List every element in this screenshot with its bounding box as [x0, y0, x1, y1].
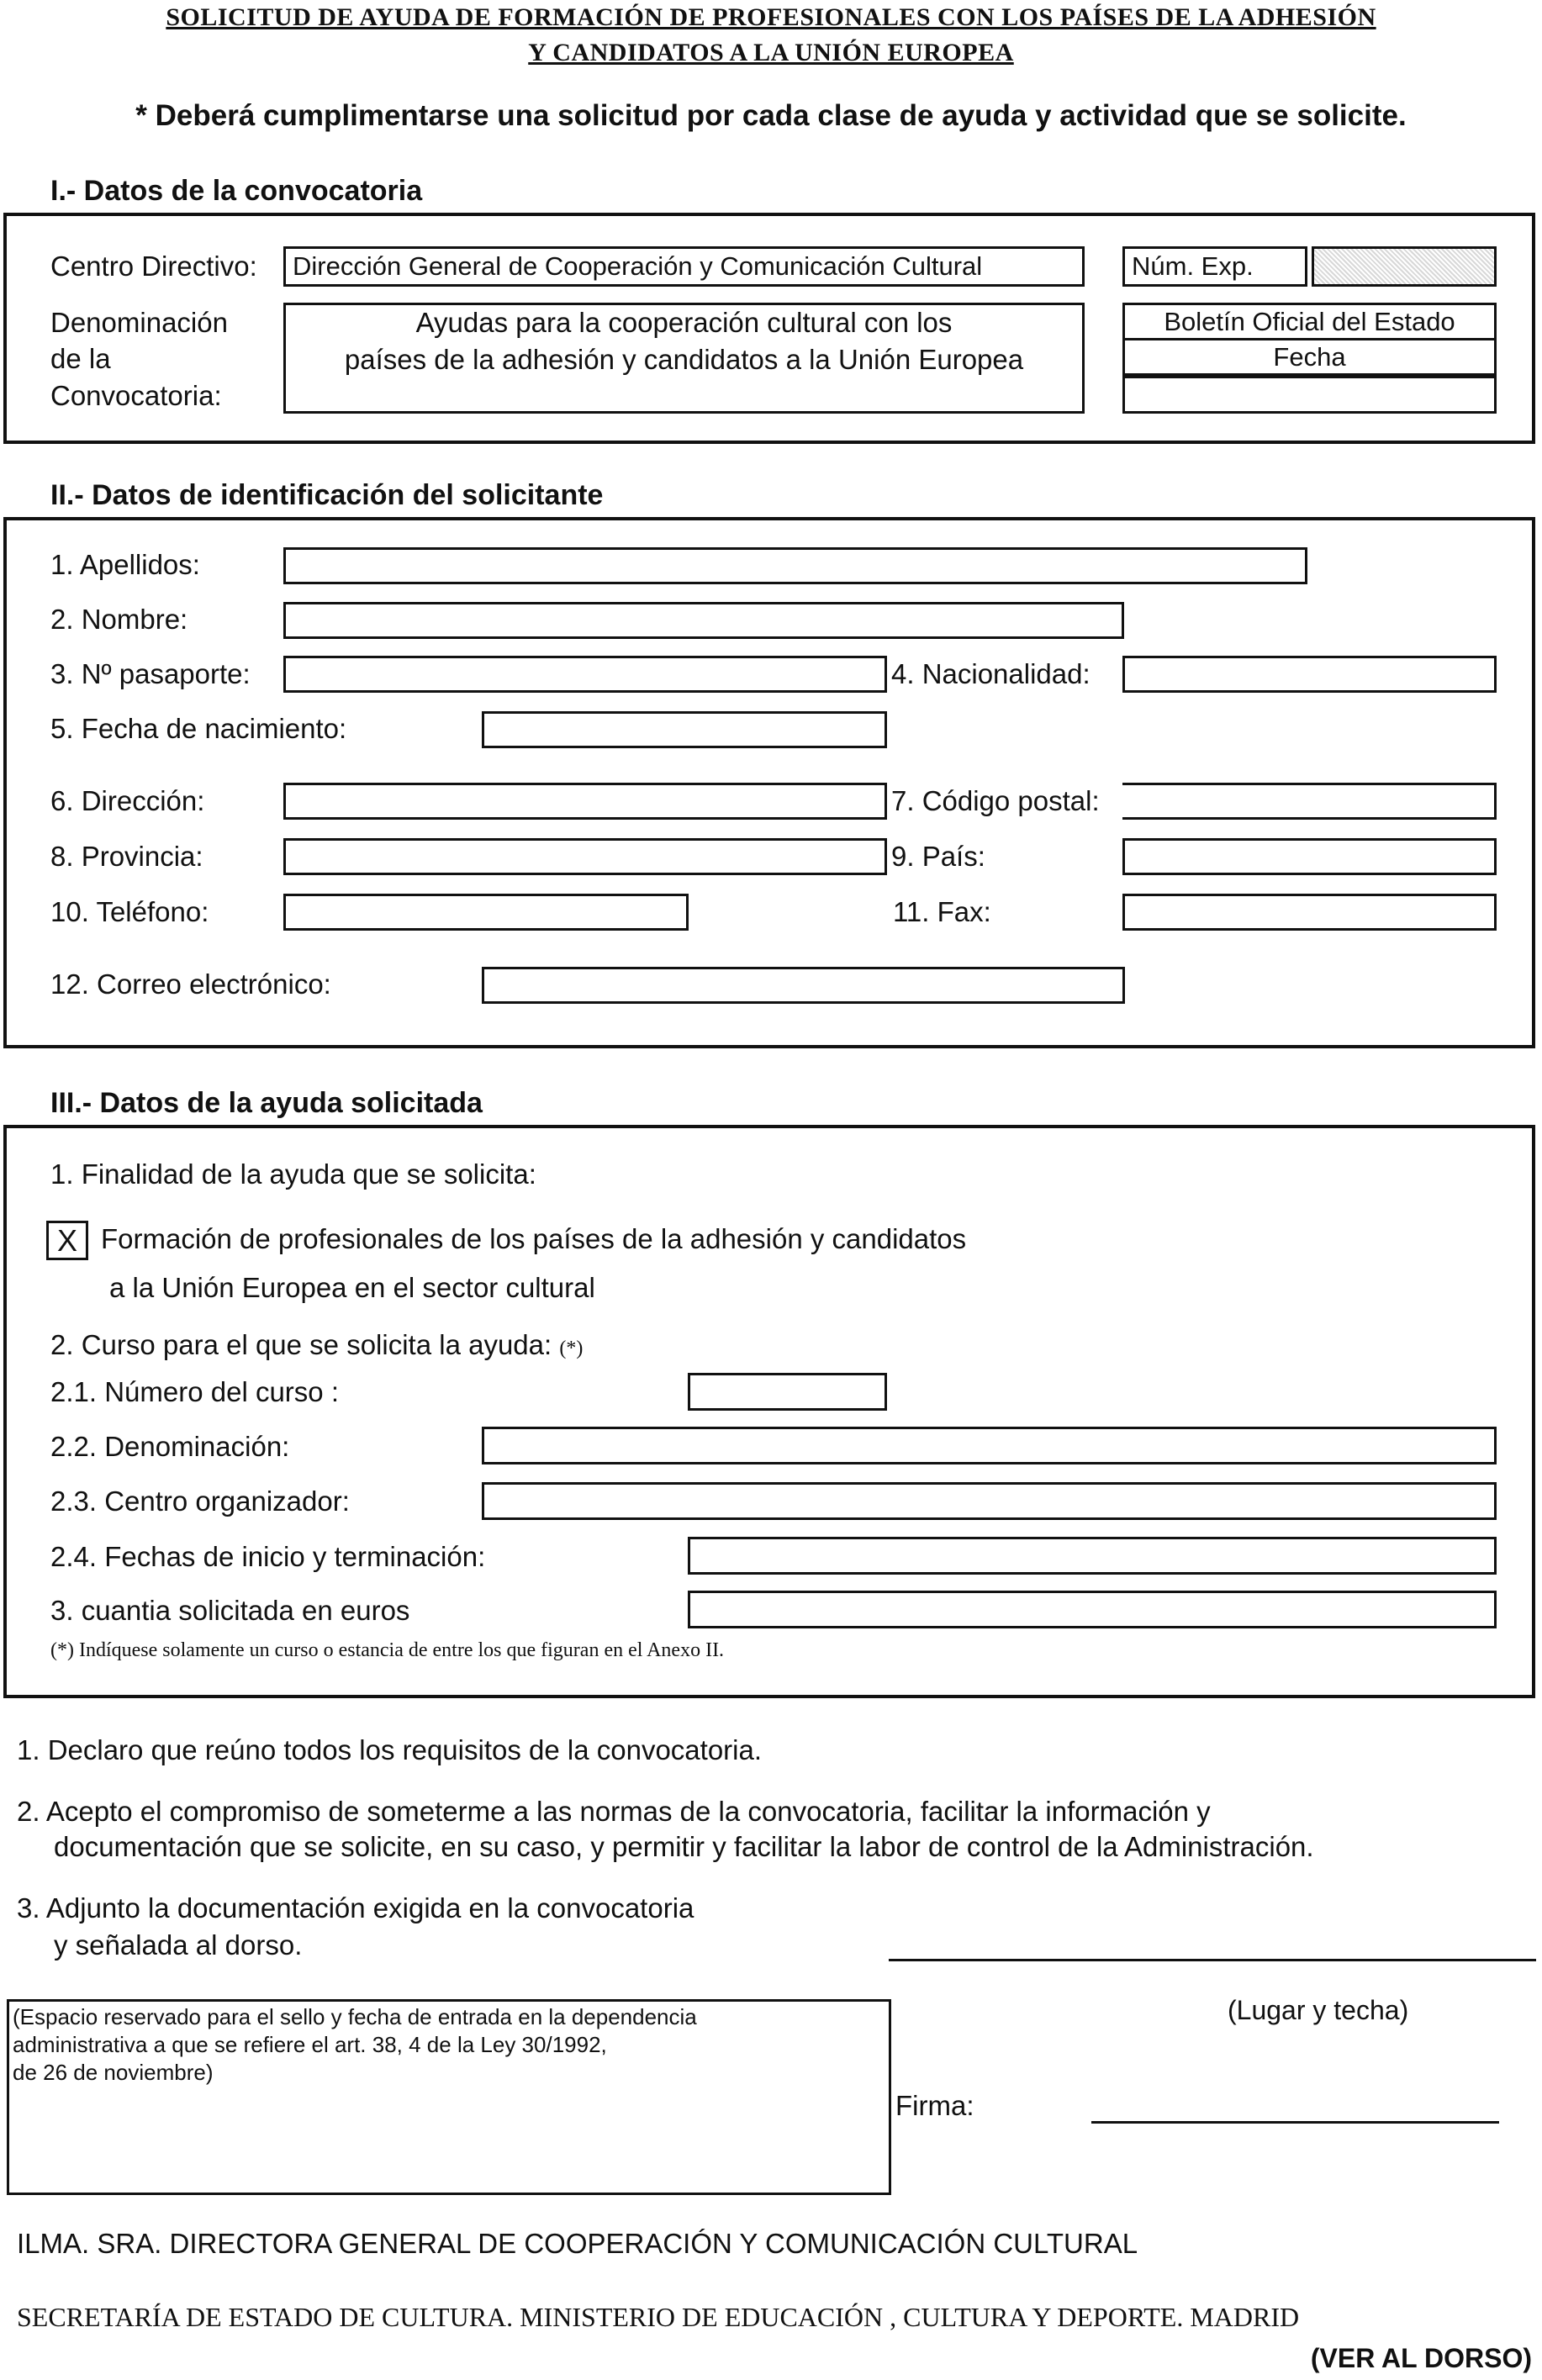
codigo-postal-label: 7. Código postal: [891, 785, 1100, 816]
boe-fecha-field[interactable] [1122, 376, 1497, 414]
addressee: ILMA. SRA. DIRECTORA GENERAL DE COOPERACIÓN Y COMUNICACIÓN CULTURAL [17, 2228, 1138, 2259]
nombre-field[interactable] [283, 602, 1124, 639]
cuantia-label: 3. cuantia solicitada en euros [50, 1595, 410, 1626]
finalidad-label: 1. Finalidad de la ayuda que se solicita: [50, 1158, 536, 1190]
provincia-field[interactable] [283, 838, 887, 875]
curso-label [50, 1329, 583, 1361]
nombre-label: 2. Nombre: [50, 604, 188, 635]
formacion-label-1: Formación de profesionales de los países de la adhesión y candidatos [101, 1223, 967, 1254]
fechas-field[interactable] [688, 1537, 1497, 1575]
centro-directivo-field[interactable]: Dirección General de Cooperación y Comunicación Cultural [283, 246, 1085, 287]
telefono-label: 10. Teléfono: [50, 896, 209, 927]
stamp-text-line2: administrativa a que se refiere el art. 38, 4 de la Ley 30/1992, [13, 2032, 607, 2057]
ministry-line: SECRETARÍA DE ESTADO DE CULTURA. MINISTERIO DE EDUCACIÓN , CULTURA Y DEPORTE. MADRID [17, 2302, 1300, 2332]
num-exp-field[interactable] [1312, 246, 1497, 287]
fecha-nacimiento-field[interactable] [482, 711, 887, 748]
centro-directivo-label: Centro Directivo: [50, 251, 257, 282]
section1-heading: I.- Datos de la convocatoria [50, 175, 423, 207]
formacion-label-2: a la Unión Europea en el sector cultural [109, 1272, 595, 1303]
declaration-2-line1: 2. Acepto el compromiso de someterme a las normas de la convocatoria, facilitar la información y [17, 1796, 1211, 1827]
fax-label: 11. Fax: [893, 896, 991, 927]
lugar-fecha-line[interactable] [889, 1959, 1536, 1961]
curso-label-text: 2. Curso para el que se solicita la ayuda: [50, 1329, 552, 1360]
firma-line[interactable] [1091, 2121, 1499, 2124]
denominacion-value-1: Ayudas para la cooperación cultural con los [415, 307, 953, 338]
declaration-3-line2: y señalada al dorso. [54, 1929, 303, 1960]
lugar-fecha-label: (Lugar y techa) [1228, 1995, 1409, 2025]
nacionalidad-label: 4. Nacionalidad: [891, 658, 1090, 689]
apellidos-field[interactable] [283, 547, 1307, 584]
direccion-field[interactable] [283, 783, 887, 820]
ver-al-dorso: (VER AL DORSO) [1310, 2343, 1532, 2373]
num-exp-label: Núm. Exp. [1122, 246, 1307, 287]
denominacion-label-1: Denominación [50, 307, 228, 338]
fecha-label: Fecha [1122, 338, 1497, 376]
denominacion-curso-field[interactable] [482, 1427, 1497, 1464]
declaration-2-line2: documentación que se solicite, en su caso, y permitir y facilitar la labor de control de la Administración. [54, 1831, 1314, 1862]
curso-footnote-mark: (*) [559, 1338, 584, 1359]
telefono-field[interactable] [283, 894, 689, 931]
stamp-box [7, 1999, 891, 2195]
curso-footnote: (*) Indíquese solamente un curso o estancia de entre los que figuran en el Anexo II. [50, 1639, 725, 1661]
firma-label: Firma: [895, 2090, 974, 2121]
codigo-postal-field[interactable] [1122, 783, 1497, 820]
form-title-line2: Y CANDIDATOS A LA UNIÓN EUROPEA [528, 39, 1014, 66]
pais-field[interactable] [1122, 838, 1497, 875]
denominacion-label-3: Convocatoria: [50, 380, 222, 411]
centro-organizador-label: 2.3. Centro organizador: [50, 1486, 350, 1517]
correo-label: 12. Correo electrónico: [50, 968, 331, 1000]
fecha-nacimiento-label: 5. Fecha de nacimiento: [50, 713, 347, 744]
fax-field[interactable] [1122, 894, 1497, 931]
declaration-3-line1: 3. Adjunto la documentación exigida en la convocatoria [17, 1892, 694, 1924]
formacion-checkbox[interactable]: X [46, 1221, 88, 1260]
apellidos-label: 1. Apellidos: [50, 549, 200, 580]
stamp-text-line1: (Espacio reservado para el sello y fecha de entrada en la dependencia [13, 2004, 697, 2029]
stamp-text-line3: de 26 de noviembre) [13, 2060, 214, 2085]
denominacion-curso-label: 2.2. Denominación: [50, 1431, 290, 1462]
nacionalidad-field[interactable] [1122, 656, 1497, 693]
denominacion-value-2: países de la adhesión y candidatos a la Unión Europea [344, 344, 1024, 375]
section3-heading: III.- Datos de la ayuda solicitada [50, 1087, 483, 1119]
section2-heading: II.- Datos de identificación del solicitante [50, 479, 604, 511]
direccion-label: 6. Dirección: [50, 785, 205, 816]
centro-organizador-field[interactable] [482, 1482, 1497, 1520]
correo-field[interactable] [482, 967, 1125, 1004]
cuantia-field[interactable] [688, 1591, 1497, 1628]
numero-curso-label: 2.1. Número del curso : [50, 1376, 339, 1407]
numero-curso-field[interactable] [688, 1373, 887, 1411]
instruction-note: * Deberá cumplimentarse una solicitud por cada clase de ayuda y actividad que se solicite. [135, 99, 1407, 132]
denominacion-field[interactable] [283, 303, 1085, 414]
boe-label: Boletín Oficial del Estado [1122, 303, 1497, 340]
pasaporte-label: 3. Nº pasaporte: [50, 658, 251, 689]
pais-label: 9. País: [891, 841, 985, 872]
fechas-label: 2.4. Fechas de inicio y terminación: [50, 1541, 486, 1572]
pasaporte-field[interactable] [283, 656, 887, 693]
form-title-line1: SOLICITUD DE AYUDA DE FORMACIÓN DE PROFESIONALES CON LOS PAÍSES DE LA ADHESIÓN [166, 3, 1376, 31]
provincia-label: 8. Provincia: [50, 841, 203, 872]
denominacion-label-2: de la [50, 343, 111, 374]
declaration-1: 1. Declaro que reúno todos los requisitos de la convocatoria. [17, 1734, 763, 1765]
